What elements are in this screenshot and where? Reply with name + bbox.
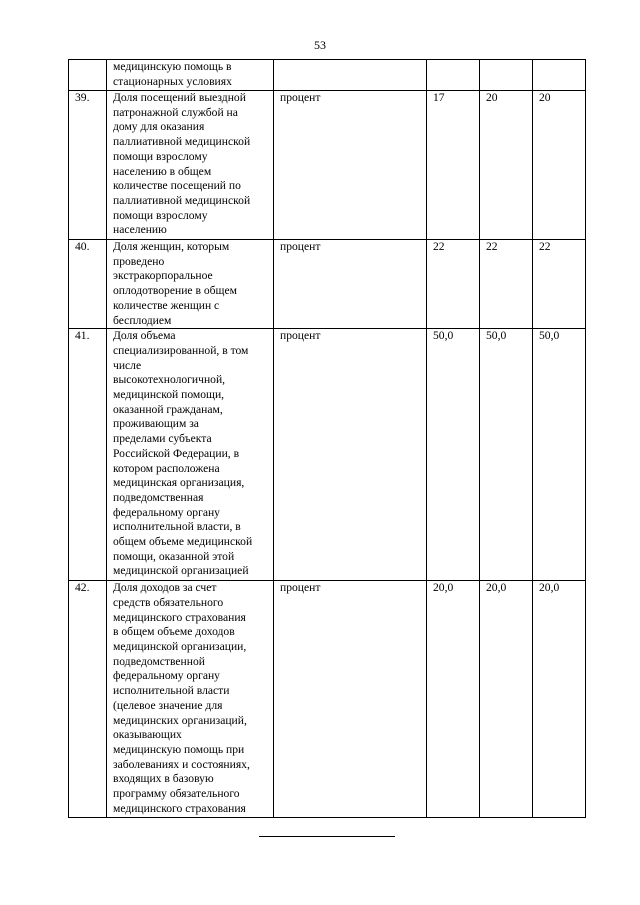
value-cell-1: 50,0 <box>427 329 480 581</box>
value-cell-3 <box>533 60 586 91</box>
table-row <box>69 240 586 329</box>
table-row <box>69 329 586 581</box>
value-cell-3: 22 <box>533 240 586 329</box>
value-cell-1 <box>427 60 480 91</box>
value-cell-1: 17 <box>427 91 480 240</box>
indicator-name: Доля женщин, которым проведено экстракорпоральное оплодотворение в общем количестве женщин с бесплодием <box>107 240 274 329</box>
row-number: 42. <box>69 581 107 818</box>
value-cell-3: 20 <box>533 91 586 240</box>
value-cell-3: 20,0 <box>533 581 586 818</box>
row-number: 41. <box>69 329 107 581</box>
row-number: 39. <box>69 91 107 240</box>
unit-cell: процент <box>274 581 427 818</box>
value-cell-2: 20 <box>480 91 533 240</box>
unit-cell: процент <box>274 91 427 240</box>
value-cell-3: 50,0 <box>533 329 586 581</box>
unit-cell <box>274 60 427 91</box>
table-row <box>69 60 586 91</box>
table-row <box>69 581 586 818</box>
value-cell-1: 20,0 <box>427 581 480 818</box>
value-cell-2: 22 <box>480 240 533 329</box>
value-cell-2: 50,0 <box>480 329 533 581</box>
row-number: 40. <box>69 240 107 329</box>
page-number: 53 <box>314 38 326 52</box>
unit-cell: процент <box>274 240 427 329</box>
unit-cell: процент <box>274 329 427 581</box>
value-cell-2 <box>480 60 533 91</box>
row-number <box>69 60 107 91</box>
table-row <box>69 91 586 240</box>
value-cell-2: 20,0 <box>480 581 533 818</box>
indicator-name: Доля доходов за счет средств обязательного медицинского страхования в общем объеме доходов медицинской организации, подведомственной федеральному органу исполнительной власти (целевое значение для медицинских организаций, оказывающих медицинскую помощь при заболеваниях и состояниях, входящих в базовую программу обязательного медицинского страхования <box>107 581 274 818</box>
indicator-name: медицинскую помощь в стационарных условиях <box>107 60 274 91</box>
indicator-name: Доля объема специализированной, в том числе высокотехнологичной, медицинской помощи, оказанной гражданам, проживающим за пределами субъекта Российской Федерации, в котором расположена медицинская организация, подведомственная федеральному органу исполнительной власти, в общем объеме медицинской помощи, оказанной этой медицинской организацией <box>107 329 274 581</box>
value-cell-1: 22 <box>427 240 480 329</box>
indicator-name: Доля посещений выездной патронажной службой на дому для оказания паллиативной медицинской помощи взрослому населению в общем количестве посещений по паллиативной медицинской помощи взрослому населению <box>107 91 274 240</box>
footer-divider <box>259 836 395 837</box>
indicators-table <box>68 59 586 818</box>
